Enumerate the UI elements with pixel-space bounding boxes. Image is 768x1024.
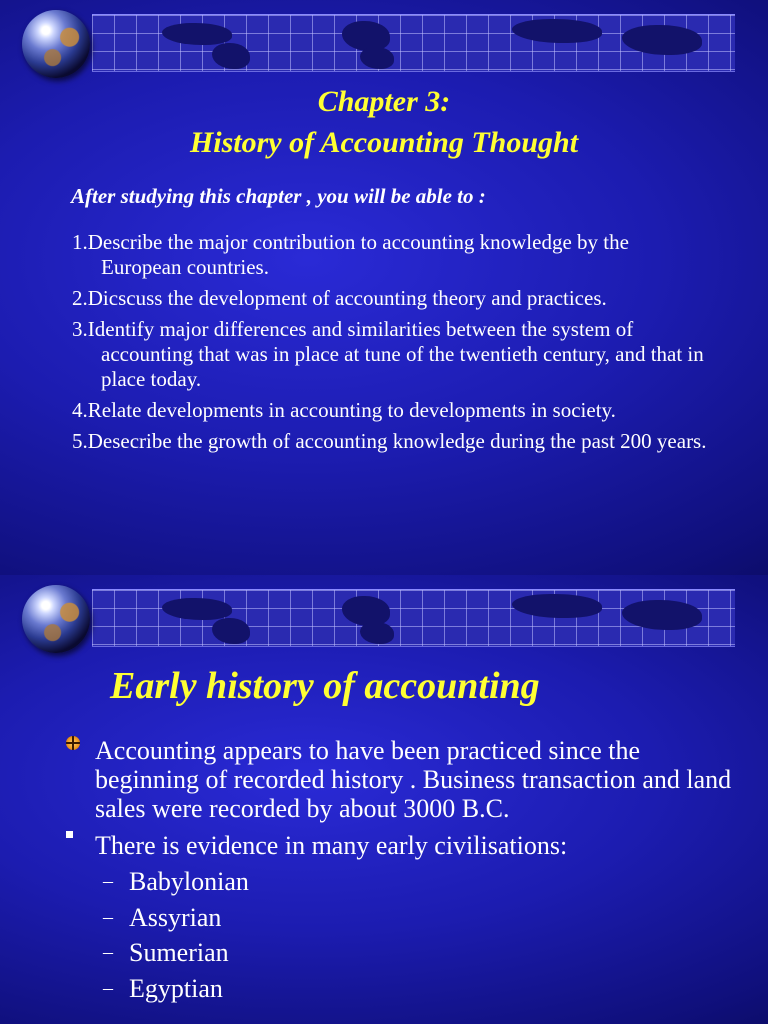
dash-icon: –	[103, 905, 113, 928]
bullet-list	[66, 736, 746, 1014]
sub-item	[95, 900, 746, 936]
globe-icon	[22, 585, 90, 653]
square-bullet-icon	[66, 831, 73, 838]
objective-item: 3.Identify major differences and similarities between the system of accounting that was in place at tune of the twentieth century, and that in place today.	[72, 317, 704, 391]
sub-item	[95, 971, 746, 1007]
sub-item-text: Egyptian	[129, 973, 223, 1003]
sub-item	[95, 935, 746, 971]
sub-item-text: Sumerian	[129, 938, 229, 967]
bullet-item	[66, 831, 746, 1006]
chapter-subtitle: History of Accounting Thought	[189, 126, 579, 159]
chapter-title: Chapter 3:	[317, 85, 451, 118]
dash-icon: –	[103, 870, 113, 892]
globe-icon	[22, 10, 90, 78]
objectives-list	[72, 230, 712, 460]
world-map-banner	[92, 589, 735, 647]
objective-item: 4.Relate developments in accounting to developments in society.	[72, 398, 616, 422]
dash-icon: –	[103, 976, 113, 999]
bullet-text: There is evidence in many early civilisations:	[95, 831, 568, 860]
world-map-banner	[92, 14, 735, 72]
intro-text: After studying this chapter , you will be able to :	[71, 184, 486, 208]
objective-item: 2.Dicscuss the development of accounting theory and practices.	[72, 286, 607, 310]
objective-item: 1.Describe the major contribution to accounting knowledge by the European countries.	[72, 230, 629, 279]
sub-item-text: Babylonian	[129, 867, 249, 896]
bullet-item	[66, 736, 746, 823]
target-bullet-icon	[66, 736, 80, 750]
civilisations-list	[95, 864, 746, 1006]
sub-item-text: Assyrian	[129, 902, 222, 932]
sub-item	[95, 864, 746, 900]
bullet-text: Accounting appears to have been practiced since the beginning of recorded history . Business transaction and land sales were recorded by about 3000 B.C.	[95, 736, 732, 823]
slide-title: Early history of accounting	[110, 665, 540, 707]
slide-early-history	[0, 575, 768, 1024]
objective-item: 5.Desecribe the growth of accounting knowledge during the past 200 years.	[72, 429, 707, 453]
dash-icon: –	[103, 941, 113, 963]
